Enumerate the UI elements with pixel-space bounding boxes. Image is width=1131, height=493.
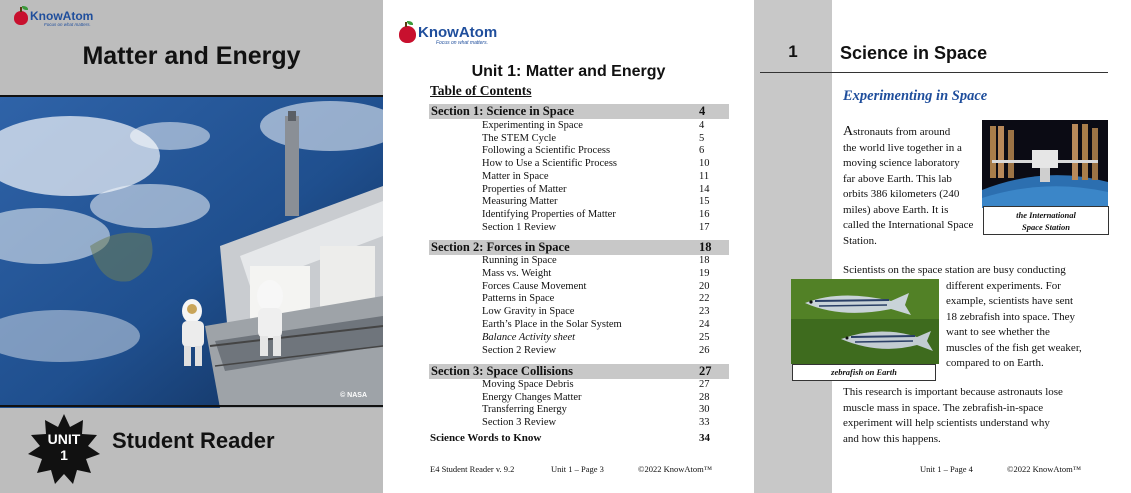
- toc-entry-page: 6: [699, 145, 705, 157]
- text-line: stronauts from around: [853, 126, 951, 138]
- toc-entry-page: 33: [699, 417, 710, 429]
- cover-page: [0, 0, 383, 493]
- toc-entry[interactable]: Energy Changes Matter: [482, 391, 582, 403]
- toc-entry[interactable]: Section 2 Review: [482, 344, 557, 356]
- toc-entry[interactable]: Section 3 Review: [482, 417, 557, 429]
- section-page: 4: [699, 104, 706, 118]
- unit-label: UNIT: [47, 431, 81, 447]
- toc-entry-page: 16: [699, 208, 710, 220]
- logo-tagline: Focus on what matters.: [44, 22, 91, 27]
- section-label: Section 3: Space Collisions: [431, 364, 574, 378]
- toc-entry[interactable]: Patterns in Space: [482, 293, 555, 305]
- zebrafish-caption: zebrafish on Earth: [792, 364, 936, 381]
- toc-entry[interactable]: Balance Activity sheet: [482, 331, 576, 343]
- footer-page: Unit 1 – Page 3: [551, 464, 604, 474]
- cover-divider-top: [0, 95, 383, 97]
- toc-section-2[interactable]: [429, 240, 729, 255]
- toc-entry[interactable]: Moving Space Debris: [482, 379, 574, 390]
- toc-entry[interactable]: Measuring Matter: [482, 196, 558, 208]
- text-line: called the International Space: [843, 219, 974, 231]
- toc-page: [383, 0, 754, 493]
- section-page: 18: [699, 240, 712, 254]
- toc-entry-page: 25: [699, 331, 710, 343]
- caption-line: the International: [1016, 210, 1076, 220]
- toc-entry[interactable]: Following a Scientific Process: [482, 145, 611, 157]
- text-line: far above Earth. This lab: [843, 172, 952, 185]
- paragraph-3: [843, 385, 1123, 447]
- toc-entry-page: 15: [699, 196, 710, 208]
- toc-subtitle: Table of Contents: [430, 83, 532, 98]
- text-line: muscles of the fish get weaker,: [946, 341, 1082, 354]
- toc-entry-page: 4: [699, 120, 705, 131]
- footer-page: Unit 1 – Page 4: [920, 464, 973, 474]
- chapter-sidebar: [754, 0, 832, 493]
- cover-logo: [14, 10, 93, 28]
- footer-copyright: ©2022 KnowAtom™: [1007, 464, 1082, 474]
- toc-entry[interactable]: Identifying Properties of Matter: [482, 208, 616, 220]
- toc-entry-page: 17: [699, 221, 710, 233]
- paragraph-2: [946, 279, 1111, 372]
- toc-entry[interactable]: Low Gravity in Space: [482, 306, 575, 318]
- toc-entry-page: 26: [699, 344, 710, 356]
- space-station-caption: [983, 206, 1109, 235]
- apple-icon: [399, 26, 416, 43]
- paragraph-2-lead: Scientists on the space station are busy conducting: [843, 264, 1066, 276]
- zebrafish-image: [791, 279, 939, 364]
- toc-entry[interactable]: Forces Cause Movement: [482, 280, 587, 292]
- section-label: Section 1: Science in Space: [431, 104, 575, 118]
- toc-entry-page: 19: [699, 267, 710, 279]
- toc-entry-page: 27: [699, 379, 710, 390]
- text-line: muscle mass in space. The zebrafish-in-space: [843, 401, 1044, 414]
- toc-entry[interactable]: The STEM Cycle: [482, 132, 557, 144]
- text-line: the world live together in a: [843, 141, 962, 154]
- text-line: compared to on Earth.: [946, 357, 1044, 369]
- toc-title: Unit 1: Matter and Energy: [471, 63, 666, 80]
- toc-logo: [399, 25, 497, 46]
- toc-entry[interactable]: Mass vs. Weight: [482, 267, 552, 279]
- article-heading: Experimenting in Space: [843, 88, 988, 104]
- toc-entry-page: 18: [699, 255, 710, 266]
- footer-version: E4 Student Reader v. 9.2: [430, 464, 515, 474]
- toc-section-3[interactable]: [429, 364, 729, 379]
- toc-entry[interactable]: Transferring Energy: [482, 404, 567, 416]
- toc-entry[interactable]: How to Use a Scientific Process: [482, 158, 618, 170]
- toc-entry[interactable]: Earth’s Place in the Solar System: [482, 319, 622, 330]
- article-page: [754, 0, 1131, 493]
- toc-entry[interactable]: Section 1 Review: [482, 221, 557, 233]
- drop-cap: A: [843, 124, 854, 139]
- toc-entry[interactable]: Running in Space: [482, 255, 557, 266]
- toc-entry-page: 11: [699, 170, 710, 182]
- text-line: experiment will help scientists understand why: [843, 417, 1050, 429]
- logo-name: KnowAtom: [418, 24, 498, 41]
- paragraph-1: [843, 124, 983, 249]
- text-line: moving science laboratory: [843, 157, 960, 169]
- text-line: want to see whether the: [946, 326, 1050, 338]
- toc-entry[interactable]: Matter in Space: [482, 170, 549, 182]
- toc-entry-page: 28: [699, 391, 710, 403]
- text-line: 18 zebrafish into space. They: [946, 310, 1076, 323]
- cover-subtitle: Student Reader: [112, 428, 275, 453]
- toc-entry-page: 5: [699, 132, 705, 144]
- logo-tagline: Focus on what matters.: [436, 40, 488, 46]
- toc-entry-page: 23: [699, 306, 710, 318]
- toc-science-words-page: 34: [699, 432, 710, 444]
- cover-divider: [0, 405, 383, 407]
- cover-title: Matter and Energy: [82, 42, 301, 70]
- toc-entry-page: 22: [699, 293, 710, 305]
- chapter-number: 1: [788, 42, 798, 61]
- text-line: orbits 386 kilometers (240: [843, 188, 960, 200]
- logo-name: KnowAtom: [30, 9, 94, 23]
- toc-section-1[interactable]: [429, 104, 729, 119]
- toc-entry-page: 10: [699, 158, 710, 170]
- section-page: 27: [699, 364, 712, 378]
- toc-entry[interactable]: Experimenting in Space: [482, 120, 583, 131]
- toc-entry-page: 24: [699, 319, 710, 330]
- text-line: and how this happens.: [843, 432, 941, 445]
- unit-badge-text: [28, 431, 100, 463]
- apple-icon: [14, 11, 28, 25]
- section-label: Section 2: Forces in Space: [431, 240, 570, 254]
- title-rule: [760, 72, 1108, 73]
- unit-number: 1: [60, 447, 68, 463]
- toc-entry-page: 20: [699, 280, 710, 292]
- text-line: different experiments. For: [946, 279, 1061, 292]
- toc-science-words[interactable]: Science Words to Know: [430, 432, 542, 444]
- chapter-title: Science in Space: [840, 43, 988, 63]
- text-line: Station.: [843, 234, 877, 247]
- text-line: This research is important because astronauts lose: [843, 386, 1063, 398]
- text-line: example, scientists have sent: [946, 295, 1074, 307]
- toc-entry-page: 30: [699, 404, 710, 416]
- caption-line: Space Station: [1022, 222, 1070, 232]
- space-station-image: [982, 120, 1108, 208]
- toc-entry[interactable]: Properties of Matter: [482, 183, 567, 195]
- photo-credit: © NASA: [340, 392, 367, 399]
- text-line: miles) above Earth. It is: [843, 203, 949, 216]
- footer-copyright: ©2022 KnowAtom™: [638, 464, 713, 474]
- toc-entry-page: 14: [699, 183, 710, 195]
- astronaut-photo: [0, 96, 383, 408]
